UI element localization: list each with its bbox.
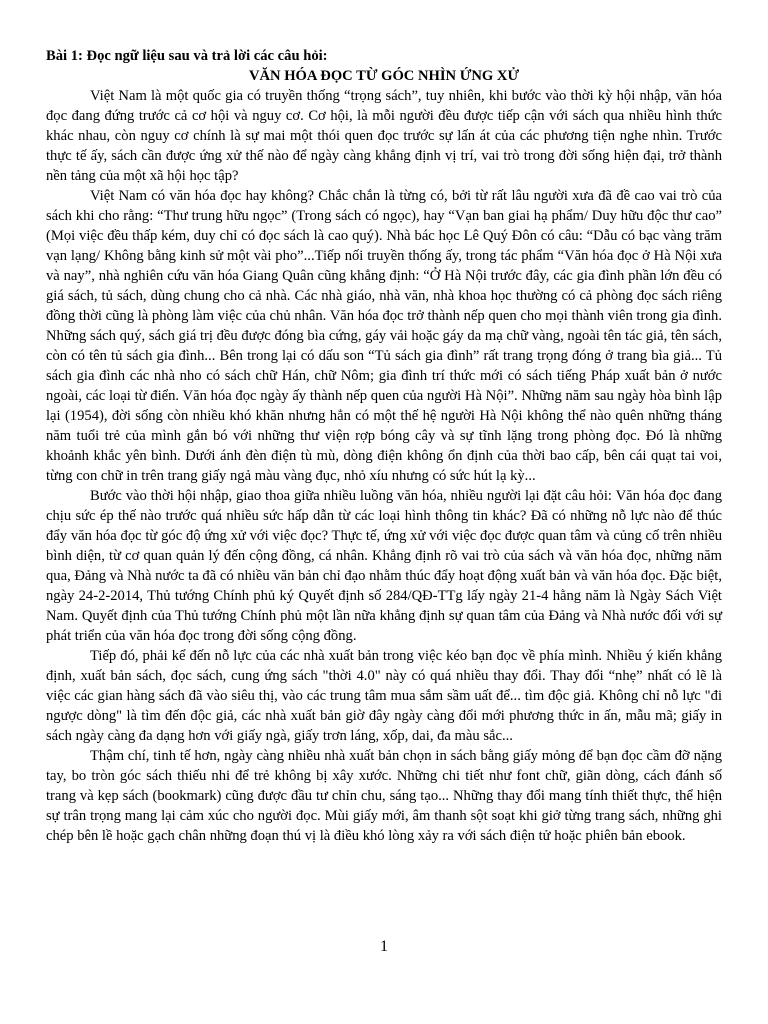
article-title: VĂN HÓA ĐỌC TỪ GÓC NHÌN ỨNG XỬ (248, 68, 520, 84)
exercise-heading: Bài 1: Đọc ngữ liệu sau và trả lời các câu hỏi: (46, 48, 328, 64)
page-number: 1 (380, 938, 388, 955)
paragraph: Bước vào thời hội nhập, giao thoa giữa nhiều luồng văn hóa, nhiều người lại đặt câu hỏi: Văn hóa đọc đang chịu sức ép thế nào trước quá nhiều sức hấp dẫn từ các loại hình thông tin khác? Đã có những nỗ lực nào để thúc đẩy văn hóa đọc từ góc độ ứng xử với việc đọc? Thực tế, ứng xử với việc đọc được quan tâm và củng cố trên nhiều bình diện, từ cơ quan quản lý đến cộng đồng, cá nhân. Khẳng định rõ vai trò của sách và văn hóa đọc, những năm qua, Đảng và Nhà nước ta đã có nhiều văn bản chỉ đạo nhằm thúc đẩy hoạt động xuất bản và văn hóa đọc. Đặc biệt, ngày 24-2-2014, Thủ tướng Chính phủ ký Quyết định số 284/QĐ-TTg lấy ngày 21-4 hằng năm là Ngày Sách Việt Nam. Quyết định của Thủ tướng Chính phủ một lần nữa khẳng định sự quan tâm của Đảng và Nhà nước đối với sự phát triển của văn hóa đọc trong đời sống cộng đồng. (46, 488, 722, 644)
paragraph: Thậm chí, tinh tế hơn, ngày càng nhiều nhà xuất bản chọn in sách bằng giấy mỏng để bạn đọc cầm đỡ nặng tay, bo tròn góc sách thiếu nhi để trẻ không bị xây xước. Những chi tiết như font chữ, giãn dòng, cách đánh số trang và kẹp sách (bookmark) cũng được đầu tư chỉn chu, sáng tạo... Những thay đổi mang tính thiết thực, thể hiện sự trân trọng mang lại cảm xúc cho người đọc. Mùi giấy mới, âm thanh sột soạt khi giở từng trang sách, những ghi chép bên lề hoặc gạch chân những đoạn thú vị là điều khó lòng xảy ra với sách điện tử hoặc phiên bản ebook. (46, 748, 722, 844)
paragraph: Tiếp đó, phải kể đến nỗ lực của các nhà xuất bản trong việc kéo bạn đọc về phía mình. Nhiều ý kiến khẳng định, xuất bản sách, đọc sách, cung ứng sách "thời 4.0" này có quá nhiều thay đổi. Thay đổi “nhẹ” nhất có lẽ là việc các gian hàng sách đã vào siêu thị, vào các trung tâm mua sắm sầm uất để... tìm độc giả. Không chỉ nỗ lực "đi ngược dòng" là tìm đến độc giả, các nhà xuất bản giờ đây ngày càng đổi mới phương thức in ấn, mẫu mã; giấy in sách ngày càng đa dạng hơn với giấy ngà, giấy trơn láng, xốp, dai, đa màu sắc... (46, 648, 722, 744)
document-body (46, 46, 722, 846)
paragraph: Việt Nam là một quốc gia có truyền thống “trọng sách”, tuy nhiên, khi bước vào thời kỳ hội nhập, văn hóa đọc đang đứng trước cả cơ hội và nguy cơ. Cơ hội, là mỗi người đều được tiếp cận với sách qua nhiều hình thức khác nhau, còn nguy cơ chính là sự mai một thói quen đọc trước sự lấn át của các phương tiện nghe nhìn. Trước thực tế ấy, sách cần được ứng xử thế nào để ngày càng khẳng định vị trí, vai trò trong đời sống hiện đại, trở thành nền tảng của một xã hội học tập? (46, 88, 722, 184)
paragraph: Việt Nam có văn hóa đọc hay không? Chắc chắn là từng có, bởi từ rất lâu người xưa đã đề cao vai trò của sách khi cho rằng: “Thư trung hữu ngọc” (Trong sách có ngọc), hay “Vạn ban giai hạ phẩm/ Duy hữu độc thư cao” (Mọi việc đều thấp kém, duy chỉ có đọc sách là cao quý). Nhà bác học Lê Quý Đôn có câu: “Dẫu có bạc vàng trăm vạn lạng/ Không bằng kinh sử một vài pho”...Tiếp nối truyền thống ấy, trong tác phẩm “Văn hóa đọc ở Hà Nội xưa và nay”, nhà nghiên cứu văn hóa Giang Quân cũng khẳng định: “Ở Hà Nội trước đây, các gia đình phần lớn đều có giá sách, tủ sách, dùng chung cho cả nhà. Các nhà giáo, nhà văn, nhà khoa học thường có cả phòng đọc sách riêng đồng thời cũng là phòng làm việc của chủ nhân. Văn hóa đọc trở thành nếp quen cho mọi thành viên trong gia đình. Những sách quý, sách giá trị đều được đóng bìa cứng, gáy vải hoặc gáy da mạ chữ vàng, ngoài tên tác giả, tên sách, còn có tên tủ sách gia đình... Bên trong lại có dấu son “Tủ sách gia đình” rất trang trọng đóng ở trang bìa giả... Tủ sách gia đình các nhà nho có sách chữ Hán, chữ Nôm; gia đình trí thức mới có sách tiếng Pháp xuất bản ở nước ngoài, các loại từ điển. Văn hóa đọc ngày ấy thành nếp quen của người Hà Nội”. Những năm sau ngày hòa bình lập lại (1954), đời sống còn nhiều khó khăn nhưng hẳn có một thế hệ người Hà Nội không thể nào quên những tháng năm tuổi trẻ của mình gắn bó với những thư viện rợp bóng cây và sự tĩnh lặng trong phòng đọc. Đó là những khoảnh khắc yên bình. Dưới ánh đèn điện tù mù, dòng điện không ổn định của thời bao cấp, bên cái quạt tai voi, từng con chữ in trên trang giấy ngả màu vàng đục, nhỏ xíu nhưng có sức hút lạ kỳ... (46, 188, 722, 484)
